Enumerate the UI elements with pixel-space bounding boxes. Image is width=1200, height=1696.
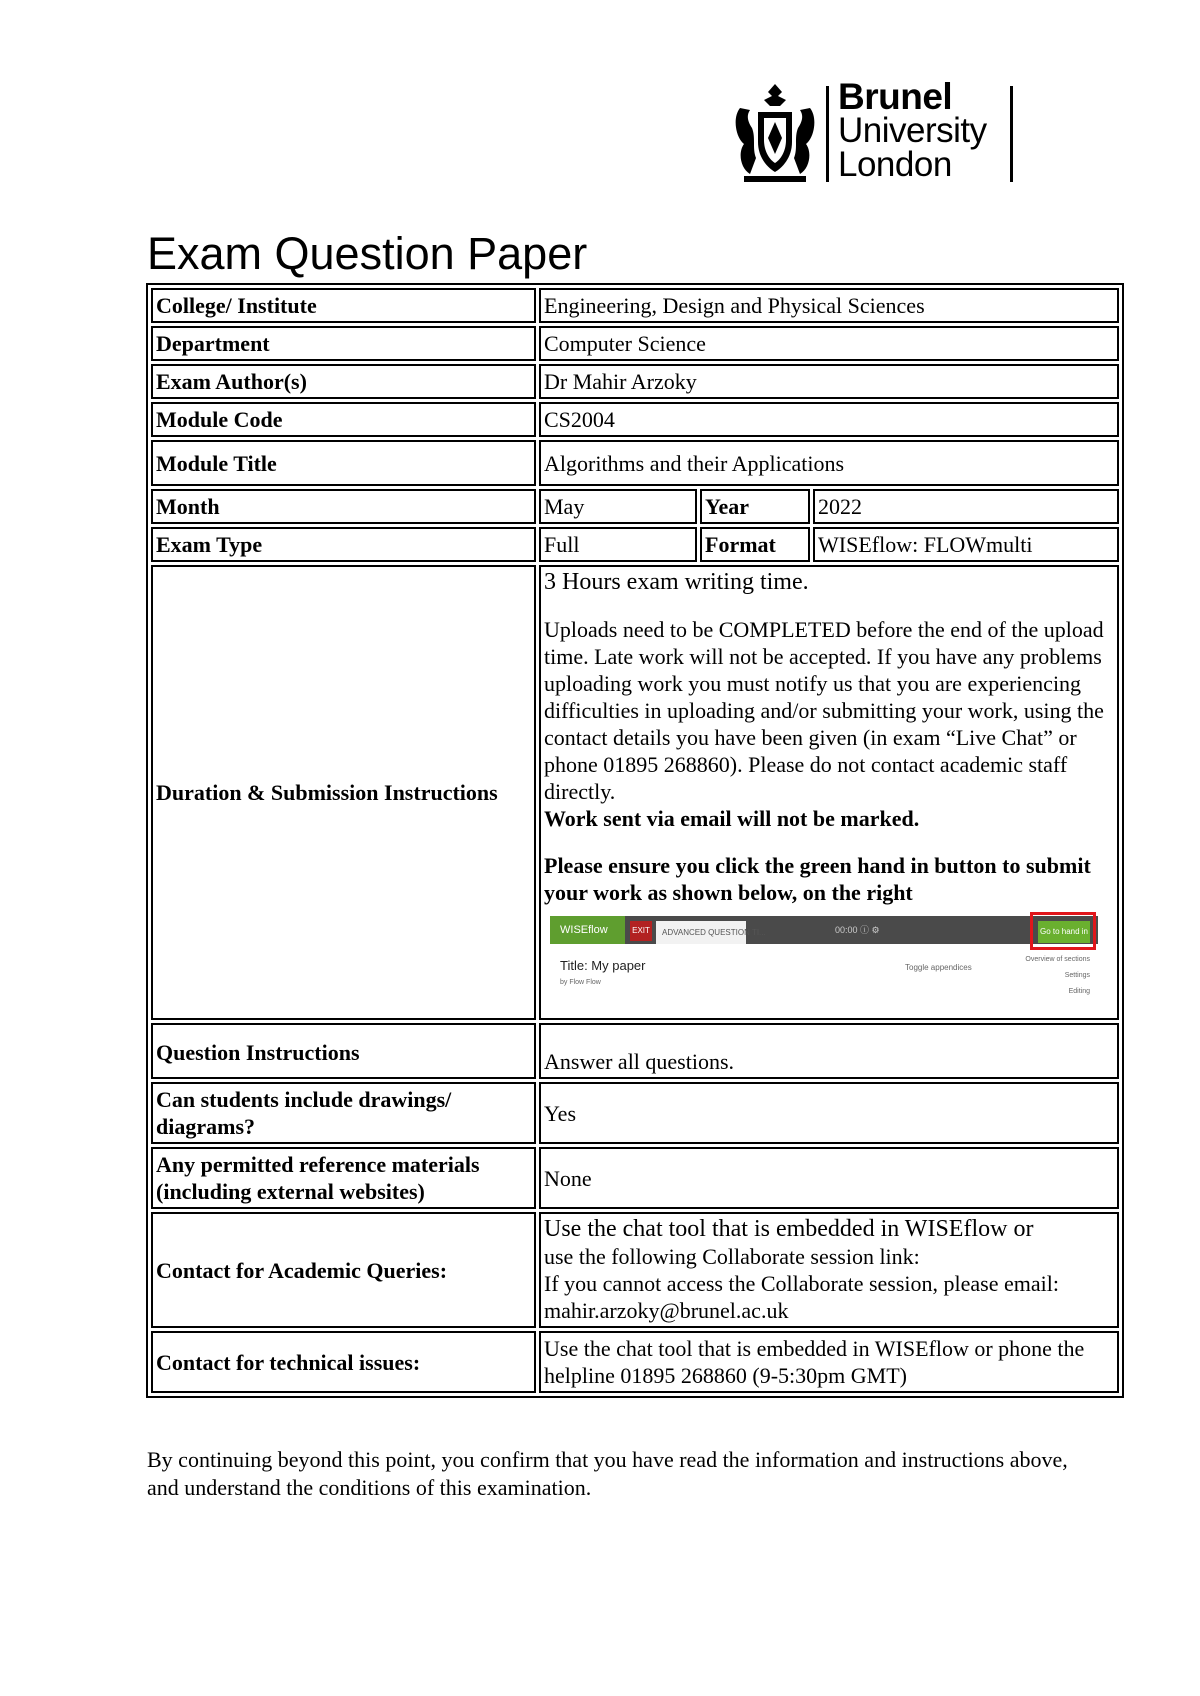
table-row <box>151 1147 1119 1209</box>
screenshot-side-item: Settings <box>1064 972 1090 979</box>
academic-line-1: Use the chat tool that is embedded in WISEflow or <box>544 1216 1034 1242</box>
screenshot-side-item: Editing <box>1068 988 1090 995</box>
technical-label: Contact for technical issues: <box>151 1331 536 1393</box>
format-label: Format <box>700 527 810 562</box>
module-title-label: Module Title <box>151 440 536 486</box>
college-label: College/ Institute <box>151 288 536 323</box>
screenshot-paper-by: by Flow Flow <box>560 979 601 986</box>
crest-icon <box>730 78 820 186</box>
handin-note: Please ensure you click the green hand in button to submit your work as shown below, on the right <box>544 853 1091 905</box>
duration-cell <box>539 565 1119 1020</box>
logo-divider <box>826 86 829 182</box>
screenshot-side-menu <box>1000 952 1090 1000</box>
logo-line-3: London <box>838 145 952 184</box>
table-row <box>151 1212 1119 1328</box>
drawings-label: Can students include drawings/ diagrams? <box>151 1082 536 1144</box>
logo-wordmark <box>838 76 987 184</box>
materials-value: None <box>539 1147 1119 1209</box>
author-label: Exam Author(s) <box>151 364 536 399</box>
year-label: Year <box>700 489 810 524</box>
materials-label: Any permitted reference materials (including external websites) <box>151 1147 536 1209</box>
module-title-value: Algorithms and their Applications <box>539 440 1119 486</box>
screenshot-toolbar-icons: 00:00 ⓘ ⚙ <box>835 925 880 935</box>
drawings-value: Yes <box>539 1082 1119 1144</box>
wiseflow-screenshot <box>550 916 1098 1016</box>
month-label: Month <box>151 489 536 524</box>
department-value: Computer Science <box>539 326 1119 361</box>
page-title: Exam Question Paper <box>147 228 588 279</box>
module-code-value: CS2004 <box>539 402 1119 437</box>
screenshot-brand: WISEflow <box>550 916 625 944</box>
university-logo <box>730 78 1020 186</box>
academic-line-3: If you cannot access the Collaborate session, please email: mahir.arzoky@brunel.ac.uk <box>544 1271 1059 1323</box>
format-value: WISEflow: FLOWmulti <box>813 527 1119 562</box>
table-row <box>151 565 1119 1020</box>
author-value: Dr Mahir Arzoky <box>539 364 1119 399</box>
question-label: Question Instructions <box>151 1023 536 1079</box>
exam-type-label: Exam Type <box>151 527 536 562</box>
duration-label: Duration & Submission Instructions <box>151 565 536 1020</box>
module-code-label: Module Code <box>151 402 536 437</box>
screenshot-exit-tab: EXIT <box>630 921 652 941</box>
exam-type-value: Full <box>539 527 697 562</box>
academic-label: Contact for Academic Queries: <box>151 1212 536 1328</box>
table-row <box>151 527 1119 562</box>
duration-uploads: Uploads need to be COMPLETED before the end of the upload time. Late work will not be accepted. If you have any problems uploading work you must notify us that you are experiencing difficulties in uploading and/or submitting your work, using the contact details you have been given (in exam “Live Chat” or phone 01895 268860). Please do not contact academic staff directly. <box>544 617 1104 804</box>
department-label: Department <box>151 326 536 361</box>
college-value: Engineering, Design and Physical Sciences <box>539 288 1119 323</box>
table-row <box>151 1331 1119 1393</box>
screenshot-side-item: Overview of sections <box>1025 956 1090 963</box>
table-row <box>151 440 1119 486</box>
question-value: Answer all questions. <box>539 1023 1119 1079</box>
screenshot-appendix: Toggle appendices <box>905 963 972 972</box>
year-value: 2022 <box>813 489 1119 524</box>
email-warning: Work sent via email will not be marked. <box>544 806 920 831</box>
academic-line-2: use the following Collaborate session link: <box>544 1244 920 1269</box>
month-value: May <box>539 489 697 524</box>
exam-info-table <box>146 283 1124 1398</box>
table-row <box>151 1023 1119 1079</box>
handin-highlight-frame <box>1030 912 1096 950</box>
table-row <box>151 489 1119 524</box>
screenshot-question-tab: ADVANCED QUESTION TI... <box>656 921 746 944</box>
academic-cell <box>539 1212 1119 1328</box>
duration-time: 3 Hours exam writing time. <box>544 569 809 595</box>
logo-line-1: Brunel <box>838 76 953 117</box>
table-row <box>151 326 1119 361</box>
logo-line-2: University <box>838 111 987 150</box>
table-row <box>151 288 1119 323</box>
screenshot-handin-button: Go to hand in <box>1038 921 1090 943</box>
table-row <box>151 364 1119 399</box>
logo-divider-right <box>1010 86 1013 182</box>
technical-value: Use the chat tool that is embedded in WISEflow or phone the helpline 01895 268860 (9-5:30pm GMT) <box>539 1331 1119 1393</box>
screenshot-paper-title: Title: My paper <box>560 958 646 973</box>
table-row <box>151 1082 1119 1144</box>
table-row <box>151 402 1119 437</box>
confirmation-text: By continuing beyond this point, you confirm that you have read the information and instructions above, and understand the conditions of this examination. <box>147 1447 1068 1500</box>
